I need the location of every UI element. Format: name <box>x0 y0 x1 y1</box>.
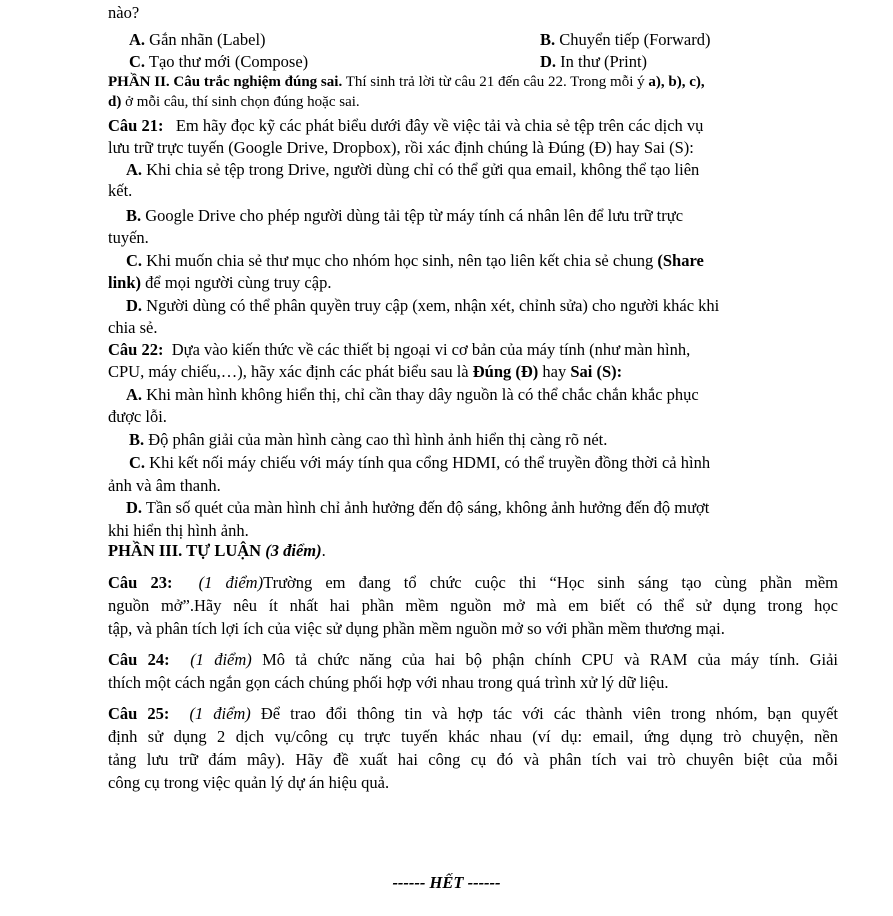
q20-option-a: A. Gắn nhãn (Label) <box>129 30 266 49</box>
question-22: Câu 22: Dựa vào kiến thức về các thiết bị ngoại vi cơ bản của máy tính (như màn hình, <box>108 340 691 359</box>
q22-statement-c: C. Khi kết nối máy chiếu với máy tính qua cổng HDMI, có thể truyền đồng thời cả hình <box>129 453 711 472</box>
question-23: Câu 23: (1 điểm)Trường em đang tổ chức cuộc thi “Học sinh sáng tạo cùng phần mềm <box>108 573 838 592</box>
q20-option-c: C. Tạo thư mới (Compose) <box>129 52 309 71</box>
q21-statement-d-cont: chia sẻ. <box>108 318 158 337</box>
question-25: Câu 25: (1 điểm) Để trao đổi thông tin và hợp tác với các thành viên trong nhóm, bạn quyết <box>108 704 839 723</box>
part2-heading: PHẦN II. Câu trắc nghiệm đúng sai. Thí sinh trả lời từ câu 21 đến câu 22. Trong mỗi ý a), b), c), <box>108 74 705 90</box>
q22-statement-c-cont: ảnh và âm thanh. <box>108 476 221 495</box>
question-25-line4: công cụ trong việc quản lý dự án hiệu quả. <box>108 773 390 792</box>
q22-statement-a-cont: được lỗi. <box>108 407 167 426</box>
question-25-line3: tảng lưu trữ đám mây). Hãy đề xuất hai công cụ đó và phân tích vai trò chuyên biệt của mỗi <box>108 750 838 769</box>
q22-statement-b: B. Độ phân giải của màn hình càng cao thì hình ảnh hiển thị càng rõ nét. <box>129 430 608 449</box>
q21-statement-b: B. Google Drive cho phép người dùng tải tệp từ máy tính cá nhân lên để lưu trữ trực <box>126 206 684 225</box>
question-25-line2: định sử dụng 2 dịch vụ/công cụ trực tuyến khác nhau (ví dụ: email, ứng dụng trò chuyện, nền <box>108 727 838 746</box>
end-marker: ------ HẾT ------ <box>392 873 501 892</box>
question-21-cont: lưu trữ trực tuyến (Google Drive, Dropbox), rồi xác định chúng là Đúng (Đ) hay Sai (S): <box>108 138 694 157</box>
q20-option-d: D. In thư (Print) <box>540 52 648 71</box>
q21-statement-c-cont: link) để mọi người cùng truy cập. <box>108 273 332 292</box>
question-23-line2: nguồn mở”.Hãy nêu ít nhất hai phần mềm nguồn mở mà em biết có thể sử dụng trong học <box>108 596 838 615</box>
part2-heading-cont: d) ở mỗi câu, thí sinh chọn đúng hoặc sai. <box>108 94 360 110</box>
question-24: Câu 24: (1 điểm) Mô tả chức năng của hai bộ phận chính CPU và RAM của máy tính. Giải <box>108 650 838 669</box>
q21-statement-d: D. Người dùng có thể phân quyền truy cập (xem, nhận xét, chỉnh sửa) cho người khác khi <box>126 296 720 315</box>
q20-option-b: B. Chuyển tiếp (Forward) <box>540 30 711 49</box>
q21-statement-a: A. Khi chia sẻ tệp trong Drive, người dùng chỉ có thể gửi qua email, không thể tạo liên <box>126 160 700 179</box>
q21-statement-c: C. Khi muốn chia sẻ thư mục cho nhóm học sinh, nên tạo liên kết chia sẻ chung (Share <box>126 251 704 270</box>
part3-heading: PHẦN III. TỰ LUẬN (3 điểm). <box>108 541 326 560</box>
q21-statement-b-cont: tuyến. <box>108 228 149 247</box>
question-23-line3: tập, và phân tích lợi ích của việc sử dụng phần mềm nguồn mở so với phần mềm thương mại. <box>108 619 725 638</box>
question-20-tail: nào? <box>108 3 140 22</box>
question-24-line2: thích một cách ngắn gọn cách chúng phối hợp với nhau trong quá trình xử lý dữ liệu. <box>108 673 669 692</box>
question-22-cont: CPU, máy chiếu,…), hãy xác định các phát biểu sau là Đúng (Đ) hay Sai (S): <box>108 362 623 381</box>
question-21: Câu 21: Em hãy đọc kỹ các phát biểu dưới đây về việc tải và chia sẻ tệp trên các dịch vụ <box>108 116 704 135</box>
q22-statement-a: A. Khi màn hình không hiển thị, chỉ cần thay dây nguồn là có thể chắc chắn khắc phục <box>126 385 699 404</box>
q22-statement-d-cont: khi hiển thị hình ảnh. <box>108 521 249 540</box>
q21-statement-a-cont: kết. <box>108 181 133 200</box>
q22-statement-d: D. Tần số quét của màn hình chỉ ảnh hưởng đến độ sáng, không ảnh hưởng đến độ mượt <box>126 498 710 517</box>
